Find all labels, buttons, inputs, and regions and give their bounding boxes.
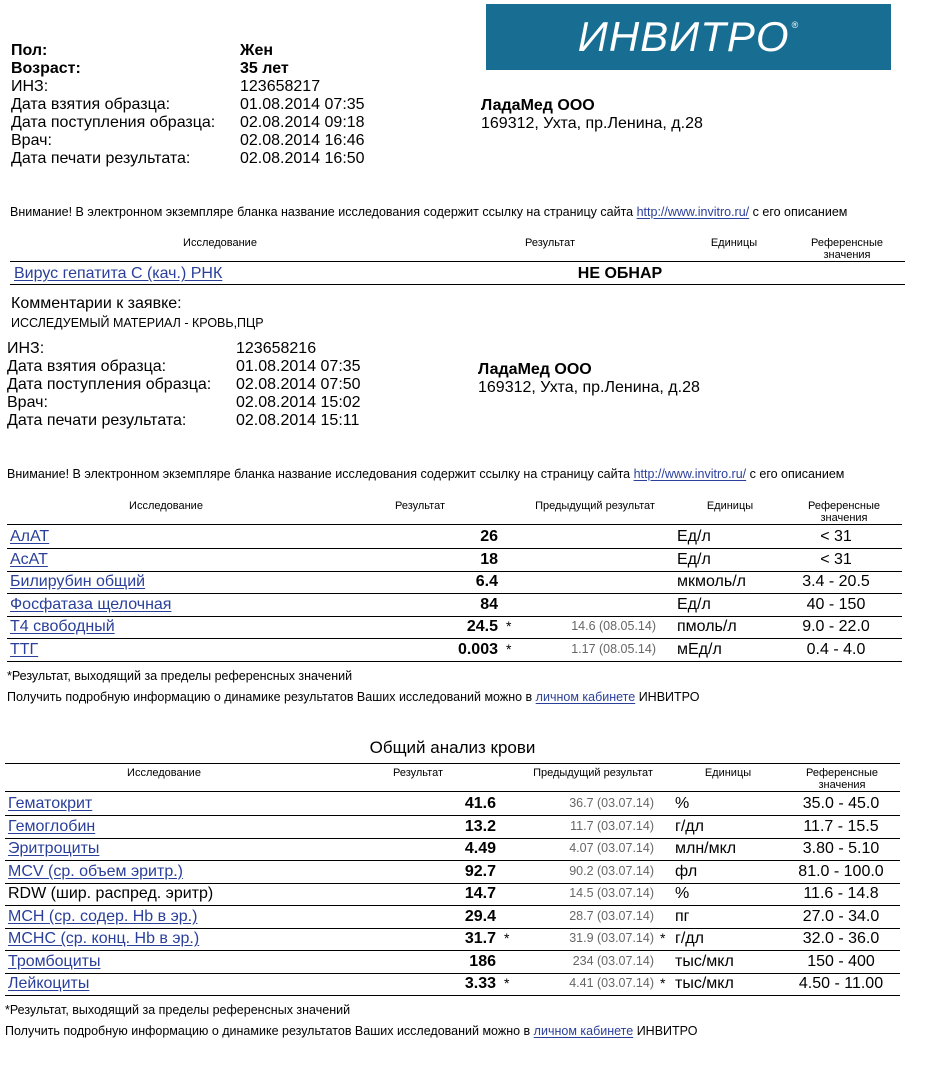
- order2-cabinet: [7, 690, 699, 704]
- col-header-ref: [794, 500, 894, 524]
- notice-text: Внимание! В электронном экземпляре бланка название исследования содержит ссылку на страницу сайта: [10, 205, 634, 219]
- reference-range: 4.50 - 11.00: [798, 975, 884, 992]
- notice-text: Внимание! В электронном экземпляре бланка название исследования содержит ссылку на страницу сайта: [7, 467, 631, 481]
- col-header-units: Единицы: [706, 500, 754, 512]
- field-value: 01.08.2014 07:35: [236, 358, 361, 375]
- row-rule: [7, 616, 902, 617]
- invitro-logo: [486, 4, 891, 70]
- field-value: 01.08.2014 07:35: [240, 96, 365, 113]
- ref-line2: значения: [820, 512, 868, 524]
- test-hcv-rna[interactable]: [14, 265, 222, 283]
- row-rule: [5, 950, 900, 951]
- test-name[interactable]: [10, 551, 48, 569]
- row-rule: [7, 571, 902, 572]
- test-name-link[interactable]: Тромбоциты: [8, 952, 101, 970]
- col-header-result: Результат: [392, 767, 444, 779]
- row-rule: [5, 883, 900, 884]
- reference-range: 81.0 - 100.0: [798, 862, 884, 880]
- field-value: Жен: [240, 42, 274, 59]
- cabinet-text: Получить подробную информацию о динамике результатов Ваших исследований можно в: [7, 690, 533, 704]
- test-name[interactable]: [10, 528, 49, 546]
- ref-line1: Референсные: [810, 237, 884, 249]
- row-rule: [5, 928, 900, 929]
- field-label: Дата поступления образца:: [7, 376, 212, 393]
- field-label: Возраст:: [11, 60, 81, 77]
- unit: %: [675, 885, 690, 902]
- test-name-link[interactable]: Билирубин общий: [10, 573, 146, 591]
- reference-range: 150 - 400: [807, 952, 875, 970]
- order2-notice: [7, 467, 844, 481]
- field-value: 02.08.2014 16:50: [240, 150, 365, 167]
- col-header-ref: [792, 767, 892, 791]
- notice-tail: с его описанием: [749, 467, 845, 481]
- col-header-prev: Предыдущий результат: [535, 500, 655, 512]
- order2-footnote: *Результат, выходящий за пределы референсных значений: [7, 669, 353, 683]
- ref-line2: значения: [823, 249, 871, 261]
- test-name[interactable]: [8, 795, 92, 813]
- test-name[interactable]: [10, 618, 115, 636]
- cabinet-text: Получить подробную информацию о динамике результатов Ваших исследований можно в: [5, 1024, 531, 1038]
- result-value: 18: [480, 550, 498, 568]
- reference-range: < 31: [820, 528, 852, 545]
- invitro-site-link[interactable]: http://www.invitro.ru/: [633, 467, 747, 481]
- test-name[interactable]: [10, 573, 145, 591]
- unit: тыс/мкл: [675, 952, 734, 970]
- previous-result: 14.6 (08.05.14): [571, 619, 656, 634]
- col-header-test: Исследование: [127, 767, 201, 779]
- blood-header-rule: [5, 791, 900, 792]
- field-label: Врач:: [7, 394, 48, 411]
- test-name-link[interactable]: ТТГ: [10, 641, 39, 658]
- result-value: 3.33: [464, 975, 496, 992]
- ref-line1: Референсные: [807, 500, 881, 512]
- test-name-link[interactable]: Гемоглобин: [8, 817, 96, 835]
- previous-result: 36.7 (03.07.14): [569, 796, 654, 810]
- row-rule: [7, 638, 902, 639]
- result-flag: *: [506, 618, 512, 635]
- unit: Ед/л: [677, 528, 711, 545]
- unit: Ед/л: [677, 595, 711, 613]
- previous-flag: *: [660, 930, 666, 946]
- col-header-result: Результат: [524, 237, 576, 249]
- result-flag: *: [504, 930, 510, 946]
- cabinet-tail: ИНВИТРО: [636, 1024, 698, 1038]
- reference-range: 32.0 - 36.0: [802, 930, 880, 947]
- result-value: 41.6: [464, 795, 496, 812]
- field-label: Дата взятия образца:: [11, 96, 171, 113]
- field-value: 02.08.2014 16:46: [240, 132, 365, 149]
- field-value: 35 лет: [240, 60, 289, 77]
- test-name-link[interactable]: Лейкоциты: [8, 975, 90, 992]
- result-value: 186: [469, 952, 496, 970]
- field-value: 02.08.2014 15:11: [236, 412, 360, 429]
- col-header-units: Единицы: [710, 237, 758, 249]
- reference-range: 35.0 - 45.0: [802, 795, 880, 812]
- unit: млн/мкл: [675, 840, 737, 857]
- previous-result: 90.2 (03.07.14): [569, 863, 654, 878]
- ref-line1: Референсные: [805, 767, 879, 779]
- test-name[interactable]: [8, 840, 99, 858]
- test-name-link[interactable]: MCHC (ср. конц. Hb в эр.): [8, 930, 200, 947]
- test-name[interactable]: [8, 818, 95, 836]
- test-name: RDW (шир. распред. эритр): [8, 885, 214, 902]
- result-value: 6.4: [475, 573, 498, 591]
- order1-row-rule: [10, 284, 905, 285]
- test-name[interactable]: [10, 596, 171, 614]
- blood-footnote: *Результат, выходящий за пределы референсных значений: [5, 1003, 351, 1017]
- result-value: 24.5: [466, 618, 498, 636]
- row-rule: [7, 661, 902, 662]
- field-value: 02.08.2014 07:50: [236, 376, 361, 393]
- test-name-link[interactable]: MCH (ср. содер. Hb в эр.): [8, 907, 198, 925]
- row-rule: [5, 815, 900, 816]
- test-name[interactable]: [8, 930, 199, 948]
- field-label: Пол:: [11, 42, 48, 59]
- cabinet-link[interactable]: личном кабинете: [535, 690, 636, 704]
- result-value: 0.003: [457, 641, 498, 658]
- order2-header-rule: [7, 524, 902, 525]
- reference-range: 27.0 - 34.0: [802, 907, 880, 925]
- order2-clinic-name: ЛадаМед ООО: [478, 361, 592, 378]
- field-value: 123658216: [236, 340, 317, 357]
- cabinet-link[interactable]: личном кабинете: [533, 1024, 634, 1038]
- result-value: 92.7: [464, 862, 496, 880]
- field-label: Дата печати результата:: [7, 412, 187, 429]
- previous-result: 1.17 (08.05.14): [571, 642, 656, 656]
- blood-title-rule: [5, 763, 900, 764]
- field-label: Дата поступления образца:: [11, 114, 216, 131]
- unit: %: [675, 795, 690, 812]
- order1-header-rule: [10, 261, 905, 262]
- result-value: 4.49: [464, 840, 496, 857]
- reference-range: 3.4 - 20.5: [802, 573, 870, 591]
- reference-range: 11.7 - 15.5: [803, 817, 879, 835]
- unit: г/дл: [675, 817, 704, 835]
- row-rule: [7, 593, 902, 594]
- test-name-link[interactable]: Вирус гепатита С (кач.) РНК: [14, 265, 223, 282]
- test-name[interactable]: [8, 953, 100, 971]
- unit: фл: [675, 862, 698, 880]
- result-value: 26: [480, 528, 498, 545]
- result-value: 13.2: [464, 817, 496, 835]
- previous-result: 4.07 (03.07.14): [569, 841, 654, 855]
- row-rule: [5, 995, 900, 996]
- test-name-link[interactable]: Т4 свободный: [10, 618, 115, 636]
- field-value: 02.08.2014 15:02: [236, 394, 361, 411]
- col-header-test: Исследование: [183, 237, 257, 249]
- reference-range: 9.0 - 22.0: [802, 618, 870, 636]
- test-name[interactable]: [8, 908, 197, 926]
- previous-result: 11.7 (03.07.14): [570, 818, 654, 833]
- registered-mark: ®: [791, 20, 800, 30]
- unit: тыс/мкл: [675, 975, 734, 992]
- previous-result: 4.41 (03.07.14): [569, 976, 654, 990]
- order1-clinic-address: 169312, Ухта, пр.Ленина, д.28: [481, 115, 703, 132]
- blood-title: Общий анализ крови: [369, 738, 536, 757]
- previous-result: 31.9 (03.07.14): [569, 931, 654, 945]
- previous-result: 14.5 (03.07.14): [569, 886, 654, 900]
- logo-text: ИНВИТРО: [577, 13, 790, 60]
- reference-range: 3.80 - 5.10: [802, 840, 880, 857]
- invitro-site-link[interactable]: http://www.invitro.ru/: [636, 205, 750, 219]
- field-label: Врач:: [11, 132, 52, 149]
- row-rule: [5, 905, 900, 906]
- unit: пмоль/л: [677, 618, 737, 636]
- result-value: 14.7: [464, 885, 496, 902]
- field-label: Дата печати результата:: [11, 150, 191, 167]
- reference-range: 0.4 - 4.0: [806, 641, 866, 658]
- unit: Ед/л: [677, 550, 711, 568]
- unit: мЕд/л: [677, 641, 722, 658]
- test-name-link[interactable]: Гематокрит: [8, 795, 93, 812]
- result-flag: *: [504, 975, 510, 991]
- test-name-link[interactable]: MCV (ср. объем эритр.): [8, 862, 183, 880]
- field-label: ИНЗ:: [7, 340, 45, 357]
- blood-cabinet: [5, 1024, 697, 1038]
- result-value: 31.7: [464, 930, 496, 947]
- test-name-link[interactable]: Фосфатаза щелочная: [10, 595, 172, 613]
- result-value: 29.4: [464, 907, 496, 925]
- reference-range: 40 - 150: [806, 595, 866, 613]
- test-name[interactable]: [8, 863, 183, 881]
- previous-result: 28.7 (03.07.14): [569, 908, 654, 923]
- order2-clinic-address: 169312, Ухта, пр.Ленина, д.28: [478, 379, 700, 396]
- test-name-link[interactable]: АлАТ: [10, 528, 50, 545]
- order1-clinic-name: ЛадаМед ООО: [481, 97, 595, 114]
- unit: г/дл: [675, 930, 704, 947]
- col-header-units: Единицы: [704, 767, 752, 779]
- previous-result: 234 (03.07.14): [572, 953, 654, 968]
- unit: пг: [675, 907, 690, 925]
- field-value: 123658217: [240, 78, 321, 95]
- previous-flag: *: [660, 975, 666, 991]
- row-rule: [5, 973, 900, 974]
- field-label: Дата взятия образца:: [7, 358, 167, 375]
- comments-text: ИССЛЕДУЕМЫЙ МАТЕРИАЛ - КРОВЬ,ПЦР: [11, 316, 264, 330]
- field-label: ИНЗ:: [11, 78, 49, 95]
- col-header-prev: Предыдущий результат: [533, 767, 653, 779]
- result-flag: *: [506, 641, 512, 657]
- order1-notice: [10, 205, 847, 219]
- cabinet-tail: ИНВИТРО: [638, 690, 700, 704]
- reference-range: 11.6 - 14.8: [803, 885, 879, 902]
- notice-tail: с его описанием: [752, 205, 848, 219]
- test-name[interactable]: [10, 641, 38, 659]
- ref-line2: значения: [818, 779, 866, 791]
- comments-title: Комментарии к заявке:: [11, 295, 182, 312]
- reference-range: < 31: [820, 550, 852, 568]
- row-rule: [5, 838, 900, 839]
- row-rule: [7, 548, 902, 549]
- col-header-ref: [797, 237, 897, 261]
- col-header-result: Результат: [394, 500, 446, 512]
- test-name-link[interactable]: Эритроциты: [8, 840, 100, 857]
- field-value: 02.08.2014 09:18: [240, 114, 365, 131]
- row-rule: [5, 860, 900, 861]
- unit: мкмоль/л: [677, 573, 746, 591]
- col-header-test: Исследование: [129, 500, 203, 512]
- result-value: 84: [480, 595, 498, 613]
- hcv-result: НЕ ОБНАР: [577, 265, 663, 282]
- test-name-link[interactable]: АсАТ: [10, 550, 48, 568]
- test-name[interactable]: [8, 975, 89, 993]
